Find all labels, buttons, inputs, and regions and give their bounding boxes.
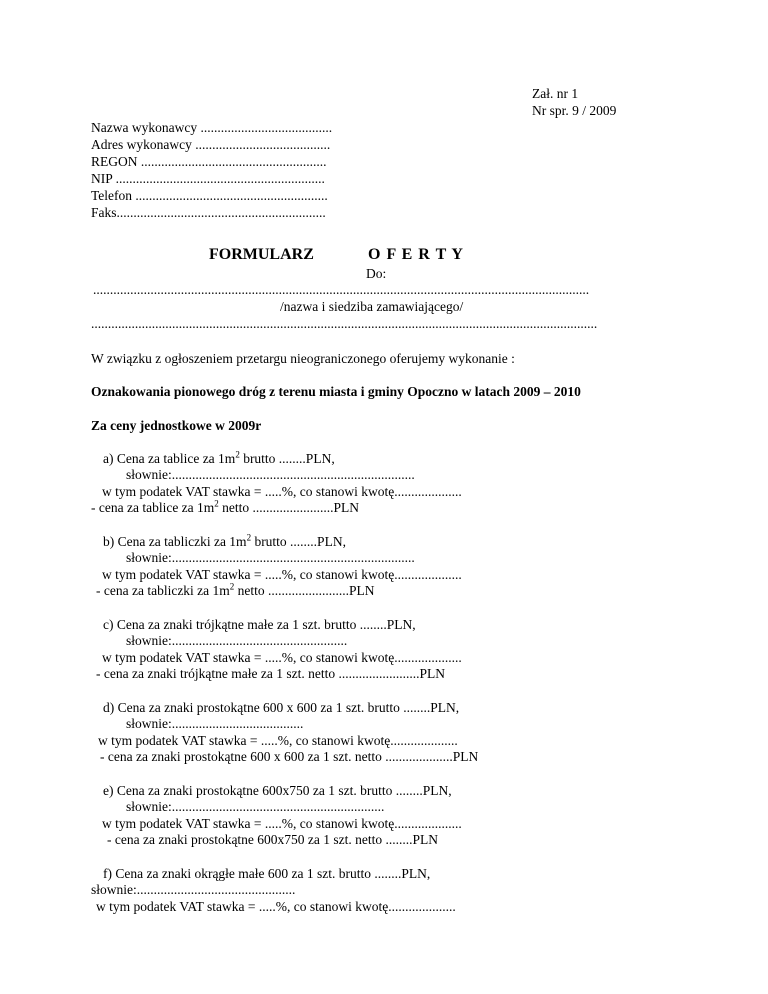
item-a-line-3: w tym podatek VAT stawka = .....%, co stanowi kwotę....................: [102, 484, 462, 499]
item-c-line-1: c) Cena za znaki trójkątne małe za 1 szt. brutto ........PLN,: [103, 617, 416, 632]
item-f-line-2: słownie:...............................................: [91, 882, 296, 897]
item-a-line-2: słownie:........................................................................: [126, 467, 415, 482]
fax-field: Faks..............................................................: [91, 205, 326, 220]
item-e-line-2: słownie:...............................................................: [126, 799, 385, 814]
phone-field: Telefon .........................................................: [91, 188, 328, 203]
regon-field: REGON .......................................................: [91, 154, 327, 169]
item-d-line-4: - cena za znaki prostokątne 600 x 600 za 1 szt. netto ....................PLN: [100, 749, 479, 764]
prices-heading: Za ceny jednostkowe w 2009r: [91, 418, 262, 433]
form-title-formularz: FORMULARZ: [209, 246, 314, 263]
nip-field: NIP ..............................................................: [91, 171, 325, 186]
item-e-line-4: - cena za znaki prostokątne 600x750 za 1 szt. netto ........PLN: [107, 832, 439, 847]
item-c-line-2: słownie:....................................................: [126, 633, 348, 648]
item-a-line-4: - cena za tablice za $1m^2$ netto ........................PLN: [91, 498, 360, 515]
item-d-line-1: d) Cena za znaki prostokątne 600 x 600 za 1 szt. brutto ........PLN,: [103, 700, 460, 715]
form-title-oferty: O F E R T Y: [368, 246, 464, 263]
attachment-number: Zał. nr 1: [532, 86, 579, 101]
item-c-line-3: w tym podatek VAT stawka = .....%, co stanowi kwotę....................: [102, 650, 462, 665]
addressee-caption: /nazwa i siedziba zamawiającego/: [280, 299, 464, 314]
item-e-line-3: w tym podatek VAT stawka = .....%, co stanowi kwotę....................: [102, 816, 462, 831]
item-f-line-1: f) Cena za znaki okrągłe małe 600 za 1 szt. brutto ........PLN,: [103, 866, 431, 881]
item-e-line-1: e) Cena za znaki prostokątne 600x750 za 1 szt. brutto ........PLN,: [103, 783, 452, 798]
item-d-line-2: słownie:.......................................: [126, 716, 304, 731]
item-b-line-2: słownie:........................................................................: [126, 550, 415, 565]
item-b-line-1: b) Cena za tabliczki za $1m^2$ brutto ........PLN,: [103, 532, 346, 549]
addressee-label: Do:: [366, 266, 387, 281]
addressee-dotted-line-2: ......................................................................................................................................................: [91, 316, 598, 331]
item-c-line-4: - cena za znaki trójkątne małe za 1 szt. netto ........................PLN: [96, 666, 446, 681]
item-f-line-3: w tym podatek VAT stawka = .....%, co stanowi kwotę....................: [96, 899, 456, 914]
item-d-line-3: w tym podatek VAT stawka = .....%, co stanowi kwotę....................: [98, 733, 458, 748]
contractor-name-field: Nazwa wykonawcy .......................................: [91, 120, 333, 135]
intro-text: W związku z ogłoszeniem przetargu nieograniczonego oferujemy wykonanie :: [91, 351, 515, 366]
case-number: Nr spr. 9 / 2009: [532, 103, 617, 118]
contractor-address-field: Adres wykonawcy ........................................: [91, 137, 331, 152]
addressee-dotted-line: ...................................................................................................................................................: [93, 282, 590, 297]
item-a-line-1: a) Cena za tablice za $1m^2$ brutto ........PLN,: [103, 449, 335, 466]
subject-heading: Oznakowania pionowego dróg z terenu miasta i gminy Opoczno w latach 2009 – 2010: [91, 384, 581, 399]
item-b-line-4: - cena za tabliczki za $1m^2$ netto ........................PLN: [96, 581, 375, 598]
item-b-line-3: w tym podatek VAT stawka = .....%, co stanowi kwotę....................: [102, 567, 462, 582]
